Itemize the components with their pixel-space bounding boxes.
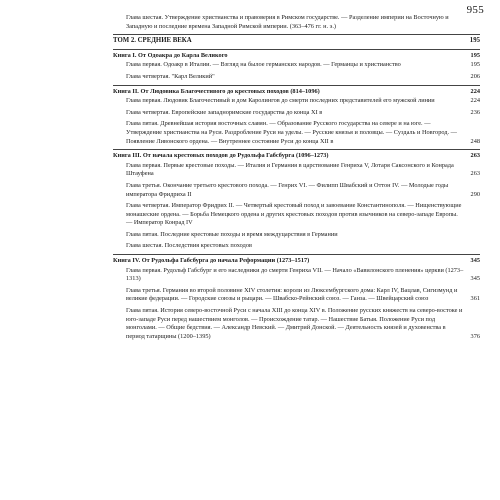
toc-entry-text: Глава первая. Людовик Благочестивый и дом Каролингов до смерти последних представителей его мужской линии: [126, 97, 435, 105]
toc-entry: [113, 267, 480, 284]
toc-entry: [113, 120, 480, 146]
toc-entry-page: 290: [470, 190, 480, 198]
toc-entry-text: Глава первая. Одоакр в Италии. — Взгляд на былое германских народов. — Германцы и христианство: [126, 61, 401, 69]
toc-entry: [113, 202, 480, 228]
divider: [113, 49, 480, 50]
book-page: 263: [470, 152, 480, 160]
toc-entry: [113, 73, 480, 82]
toc-entry-text: Глава пятая. История северо-восточной Руси с начала XIII до конца XIV в. Положение русских княжеств на северо-востоке и юго-западе Руси перед нашествием монголов. — Происхождение татар. — Нашествие Батыя. Положение Руси под монголами. — Общие бедствия. — Александр Невский. — Дмитрий Донской. — Деятельность князей и духовенства в период татарщины (1200–1395): [126, 307, 463, 340]
toc-entry-text: Глава первая. Рудольф Габсбург и его наследники до смерти Генриха VII. — Начало «Вавилонского пленения» церкви (1273–1313): [126, 266, 464, 283]
book-title: Книга III. От начала крестовых походов до Рудольфа Габсбурга (1096–1273): [113, 152, 329, 160]
toc-entry-text: Глава пятая. Последние крестовые походы и время междуцарствия в Германии: [126, 230, 338, 238]
tome-heading: [113, 37, 480, 46]
toc-entry-page: 376: [470, 332, 480, 340]
toc-entry-page: 224: [470, 97, 480, 105]
tome-page: 195: [469, 37, 480, 45]
toc-entry: [113, 182, 480, 199]
toc-entry-page: 206: [470, 72, 480, 80]
toc-entry: [113, 242, 480, 251]
table-of-contents: [113, 14, 480, 341]
toc-entry-text: Глава четвертая. Европейские западноримские государства до конца XI в: [126, 108, 323, 116]
book-heading-4: [113, 257, 480, 266]
divider: [113, 254, 480, 255]
book-title: Книга I. От Одоакра до Карла Великого: [113, 51, 228, 59]
toc-entry-text: Глава четвертая. Император Фридрих II. — Четвертый крестовый поход и завоевание Константинополя. — Нищенствующие монашеские ордена. — Борьба Немецкого ордена и других крестовых походов против язычников на северо-западе Европы. — Император Конрад IV: [126, 202, 462, 227]
book-page: 195: [470, 51, 480, 59]
toc-entry-text: Глава первая. Первые крестовые походы. — Италия и Германия в царствование Генриха V, Лотаря Саксонского и Конрада Штауфена: [126, 161, 454, 178]
toc-entry: [113, 109, 480, 118]
toc-entry-text: Глава четвертая. "Карл Великий": [126, 72, 215, 80]
book-heading-2: [113, 88, 480, 97]
divider: [113, 34, 480, 35]
toc-entry-page: 236: [470, 108, 480, 116]
toc-entry: [113, 61, 480, 70]
toc-entry: [113, 231, 480, 240]
toc-entry-text: Глава шестая. Утверждение христианства и правоверия в Римском государстве. — Разделение империи на Восточную и Западную и последние времена Западной Римской империи. (363–476 гг. н. э.): [126, 14, 449, 30]
toc-entry-page: 195: [470, 61, 480, 69]
book-title: Книга II. От Людовика Благочестивого до крестовых походов (814–1096): [113, 87, 320, 95]
toc-entry-page: 345: [470, 275, 480, 283]
toc-entry-text: Глава пятая. Древнейшая история восточных славян. — Образование Русского государства на севере и на юге. — Утверждение христианства на Руси. Раздробление Руси на уделы. — Русские князья и половцы. — Суздаль и Новгород. — Появление Ливонского ордена. — Внутреннее состояние Руси до конца XII в: [126, 120, 457, 145]
toc-entry-page: 263: [470, 170, 480, 178]
toc-entry-page: 248: [470, 137, 480, 145]
toc-entry: [113, 307, 480, 341]
toc-entry-text: Глава шестая. Последствия крестовых походов: [126, 242, 252, 250]
tome-label: ТОМ 2. СРЕДНИЕ ВЕКА: [113, 37, 192, 45]
toc-entry-page: 361: [470, 295, 480, 303]
toc-entry-top: [113, 14, 480, 31]
toc-entry: [113, 97, 480, 106]
book-heading-1: [113, 52, 480, 61]
book-heading-3: [113, 152, 480, 161]
book-page: 224: [470, 87, 480, 95]
toc-entry-text: Глава третья. Окончание третьего крестового похода. — Генрих VI. — Филипп Швабский и Оттон IV. — Молодые годы императора Фридриха II: [126, 181, 449, 198]
divider: [113, 149, 480, 150]
toc-entry: [113, 162, 480, 179]
page-number: 955: [466, 4, 484, 16]
toc-entry: [113, 287, 480, 304]
book-title: Книга IV. От Рудольфа Габсбурга до начала Реформации (1273–1517): [113, 257, 310, 265]
divider: [113, 85, 480, 86]
book-page: 345: [470, 257, 480, 265]
toc-entry-text: Глава третья. Германия во второй половине XIV столетия: короли из Люксембургского дома: Карл IV, Вацлав, Сигизмунд и великие федерации. — Городские союзы и рыцари. — Швабско-Рейнский союз. — Ганза. — Швейцарский союз: [126, 286, 458, 303]
